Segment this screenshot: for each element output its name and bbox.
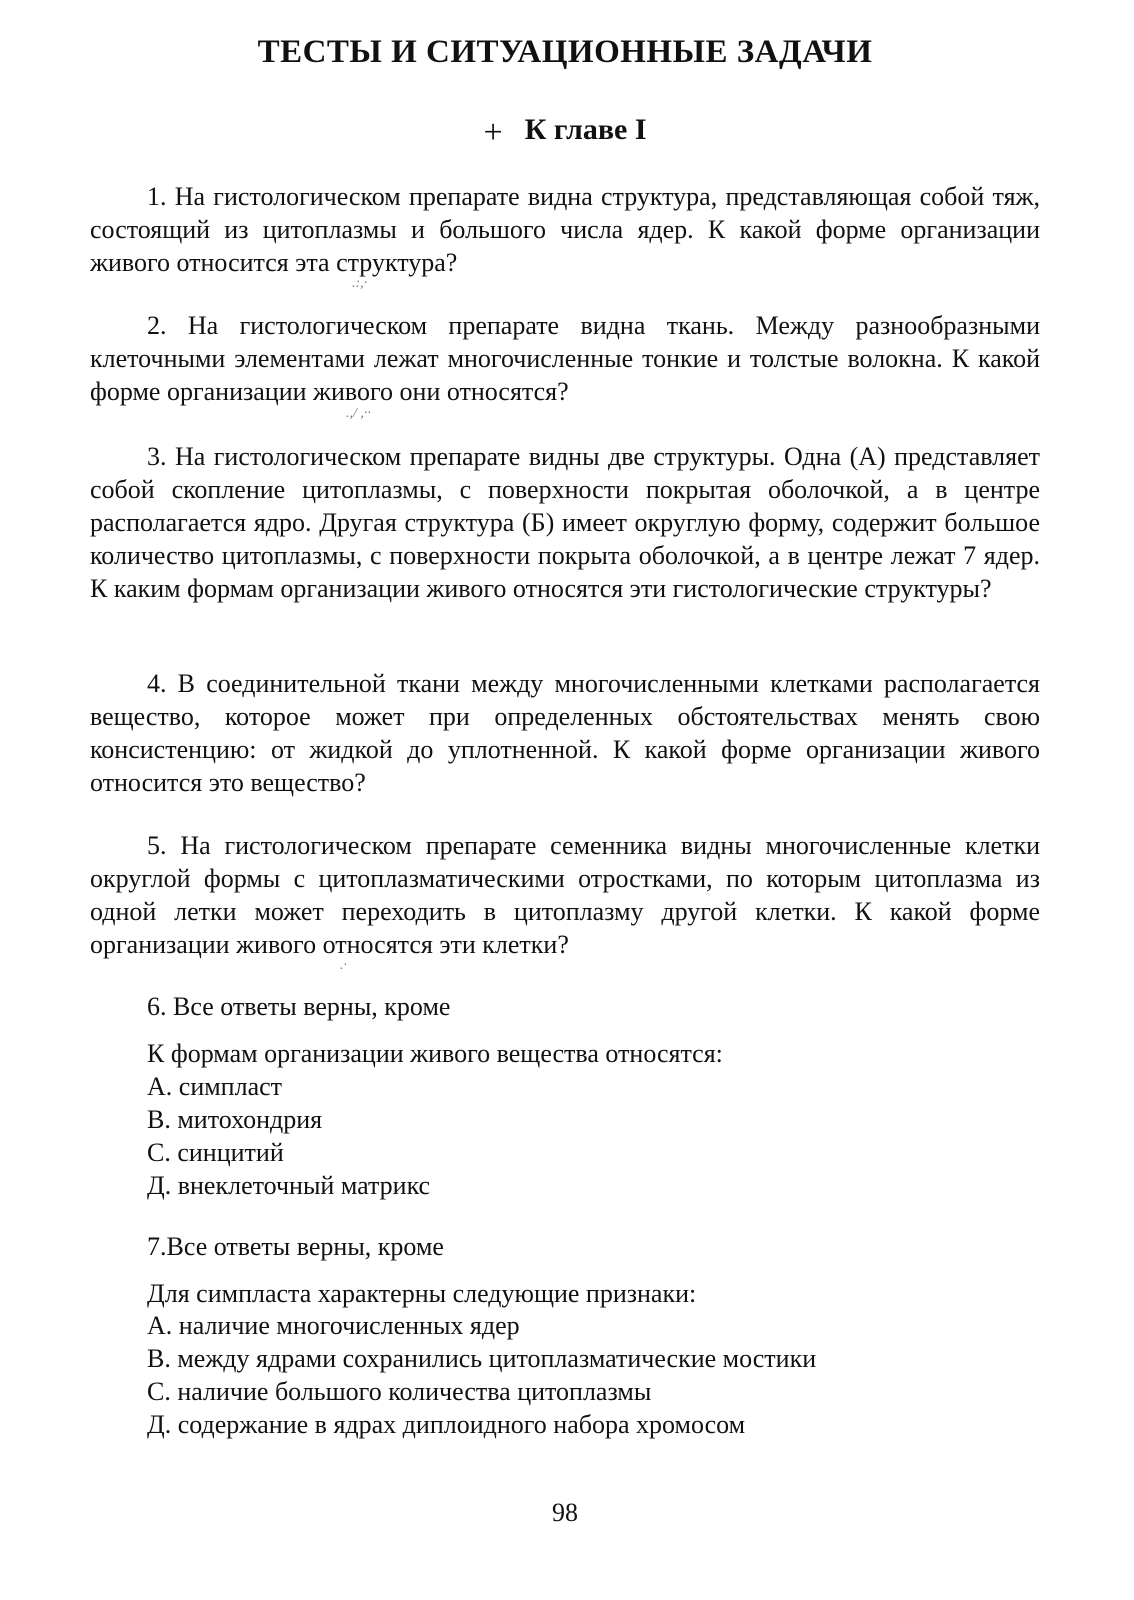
test-7-header: 7.Все ответы верны, кроме: [147, 1232, 444, 1261]
scan-artifact-mark: .,/ ,··: [346, 406, 371, 421]
task-1: 1. На гистологическом препарате видна структура, представляющая собой тяж, состоящий из цитоплазмы и большого числа ядер. К какой форме организации живого относится эта структура?: [90, 182, 1040, 277]
option-item: С. наличие большого количества цитоплазмы: [147, 1377, 652, 1406]
option-item: А. симпласт: [147, 1072, 283, 1101]
chapter-heading: [90, 110, 1040, 151]
task-3: 3. На гистологическом препарате видны две структуры. Одна (А) представляет собой скопление цитоплазмы, с поверхности покрытая оболочкой, а в центре располагается ядро. Другая структура (Б) имеет округлую форму, содержит большое количество цитоплазмы, с поверхности покрыта оболочкой, а в центре лежат 7 ядер. К каким формам организации живого относятся эти гистологические структуры?: [90, 442, 1040, 603]
task-4: 4. В соединительной ткани между многочисленными клетками располагается вещество, которое может при определенных обстоятельствах менять свою консистенцию: от жидкой до уплотненной. К какой форме организации живого относится это вещество?: [90, 669, 1040, 797]
page-number: 98: [552, 1498, 578, 1527]
test-6-options: [147, 1070, 430, 1202]
option-item: В. митохондрия: [147, 1105, 323, 1134]
task-2: 2. На гистологическом препарате видна ткань. Между разнообразными клеточными элементами лежат многочисленные тонкие и толстые волокна. К какой форме организации живого они относятся?: [90, 311, 1040, 406]
cross-mark-icon: +: [483, 114, 503, 151]
test-6-header: 6. Все ответы верны, кроме: [147, 992, 451, 1021]
scan-artifact-mark: .:,·: [352, 276, 368, 291]
option-item: А. наличие многочисленных ядер: [147, 1311, 520, 1340]
option-item: Д. содержание в ядрах диплоидного набора хромосом: [147, 1410, 746, 1439]
test-7-question: Для симпласта характерны следующие признаки:: [147, 1279, 697, 1308]
page-title: ТЕСТЫ И СИТУАЦИОННЫЕ ЗАДАЧИ: [257, 34, 873, 70]
chapter-title: К главе I: [524, 113, 647, 146]
scan-artifact-mark: .·: [340, 958, 347, 973]
option-item: Д. внеклеточный матрикс: [147, 1171, 431, 1200]
option-item: С. синцитий: [147, 1138, 284, 1167]
option-item: В. между ядрами сохранились цитоплазматические мостики: [147, 1344, 817, 1373]
test-7-options: [147, 1309, 816, 1441]
task-5: 5. На гистологическом препарате семенника видны многочисленные клетки округлой формы с цитоплазматическими отростками, по которым цитоплазма из одной летки может переходить в цитоплазму другой клетки. К какой форме организации живого относятся эти клетки?: [90, 831, 1040, 959]
test-6-question: К формам организации живого вещества относятся:: [147, 1039, 723, 1068]
book-page: [90, 0, 1040, 1600]
